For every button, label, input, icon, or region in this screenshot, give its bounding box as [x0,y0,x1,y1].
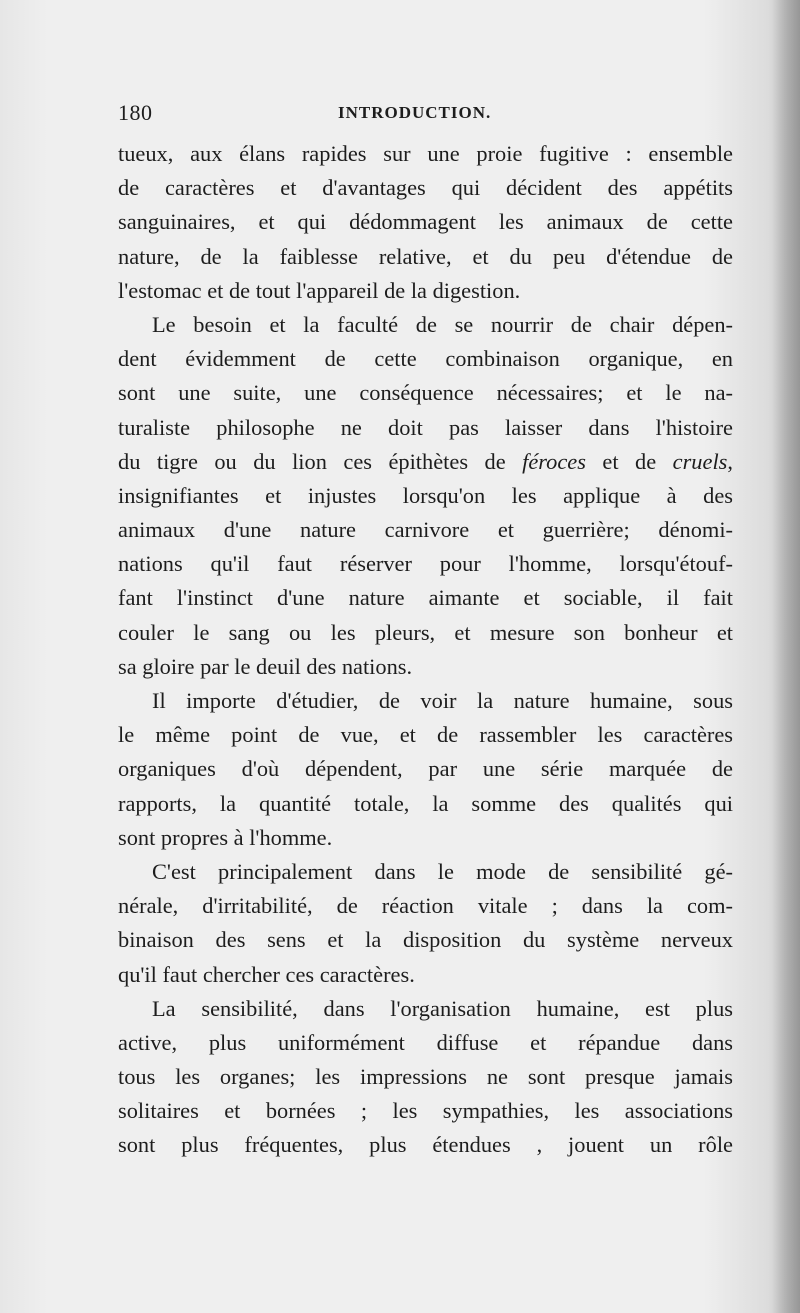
text-line: sont plus fréquentes, plus étendues , jouent un rôle [118,1132,733,1158]
text-line: binaison des sens et la disposition du système nerveux [118,927,733,953]
text-line: rapports, la quantité totale, la somme des qualités qui [118,790,733,816]
page-edge-shadow [772,0,800,1313]
text-line: tous les organes; les impressions ne sont presque jamais [118,1064,733,1090]
page-number: 180 [118,100,153,125]
text-line: nérale, d'irritabilité, de réaction vitale ; dans la com- [118,893,733,919]
text-line: le même point de vue, et de rassembler les caractères [118,722,733,748]
running-head: INTRODUCTION. [338,103,492,122]
line-segment: , [727,448,733,474]
text-line: active, plus uniformément diffuse et répandue dans [118,1029,733,1055]
body-text [118,137,733,1163]
text-line-with-italics [118,445,733,479]
text-line: sa gloire par le deuil des nations. [118,653,413,679]
text-line: nature, de la faiblesse relative, et du peu d'étendue de [118,243,733,269]
text-line: sont propres à l'homme. [118,824,333,850]
text-line: turaliste philosophe ne doit pas laisser dans l'histoire [118,414,733,440]
paragraph-start-line: Il importe d'étudier, de voir la nature humaine, sous [152,688,733,713]
text-line: insignifiantes et injustes lorsqu'on les applique à des [118,482,733,508]
paragraph-start-line: La sensibilité, dans l'organisation humaine, est plus [152,995,733,1021]
text-line: qu'il faut chercher ces caractères. [118,961,415,987]
text-line: sanguinaires, et qui dédommagent les animaux de cette [118,209,733,235]
italic-word: cruels [672,448,728,474]
text-line: couler le sang ou les pleurs, et mesure son bonheur et [118,619,733,645]
text-line: tueux, aux élans rapides sur une proie fugitive : ensemble [118,141,733,166]
text-line: nations qu'il faut réserver pour l'homme, lorsqu'étouf- [118,551,733,577]
text-line: animaux d'une nature carnivore et guerrière; dénomi- [118,517,733,543]
text-line: sont une suite, une conséquence nécessaires; et le na- [118,380,733,406]
italic-word: féroces [522,448,586,474]
text-line: fant l'instinct d'une nature aimante et sociable, il fait [118,585,733,611]
paragraph-start-line: Le besoin et la faculté de se nourrir de chair dépen- [152,311,733,337]
paragraph-start-line: C'est principalement dans le mode de sensibilité gé- [152,858,733,884]
text-line: dent évidemment de cette combinaison organique, en [118,346,733,372]
line-segment: du tigre ou du lion ces épithètes de [118,448,523,474]
line-segment: et de [585,448,673,474]
text-line: organiques d'où dépendent, par une série marquée de [118,756,733,782]
text-line: de caractères et d'avantages qui décident des appétits [118,175,733,201]
text-line: l'estomac et de tout l'appareil de la digestion. [118,277,521,303]
page-header [118,100,738,130]
text-line: solitaires et bornées ; les sympathies, les associations [118,1098,733,1124]
